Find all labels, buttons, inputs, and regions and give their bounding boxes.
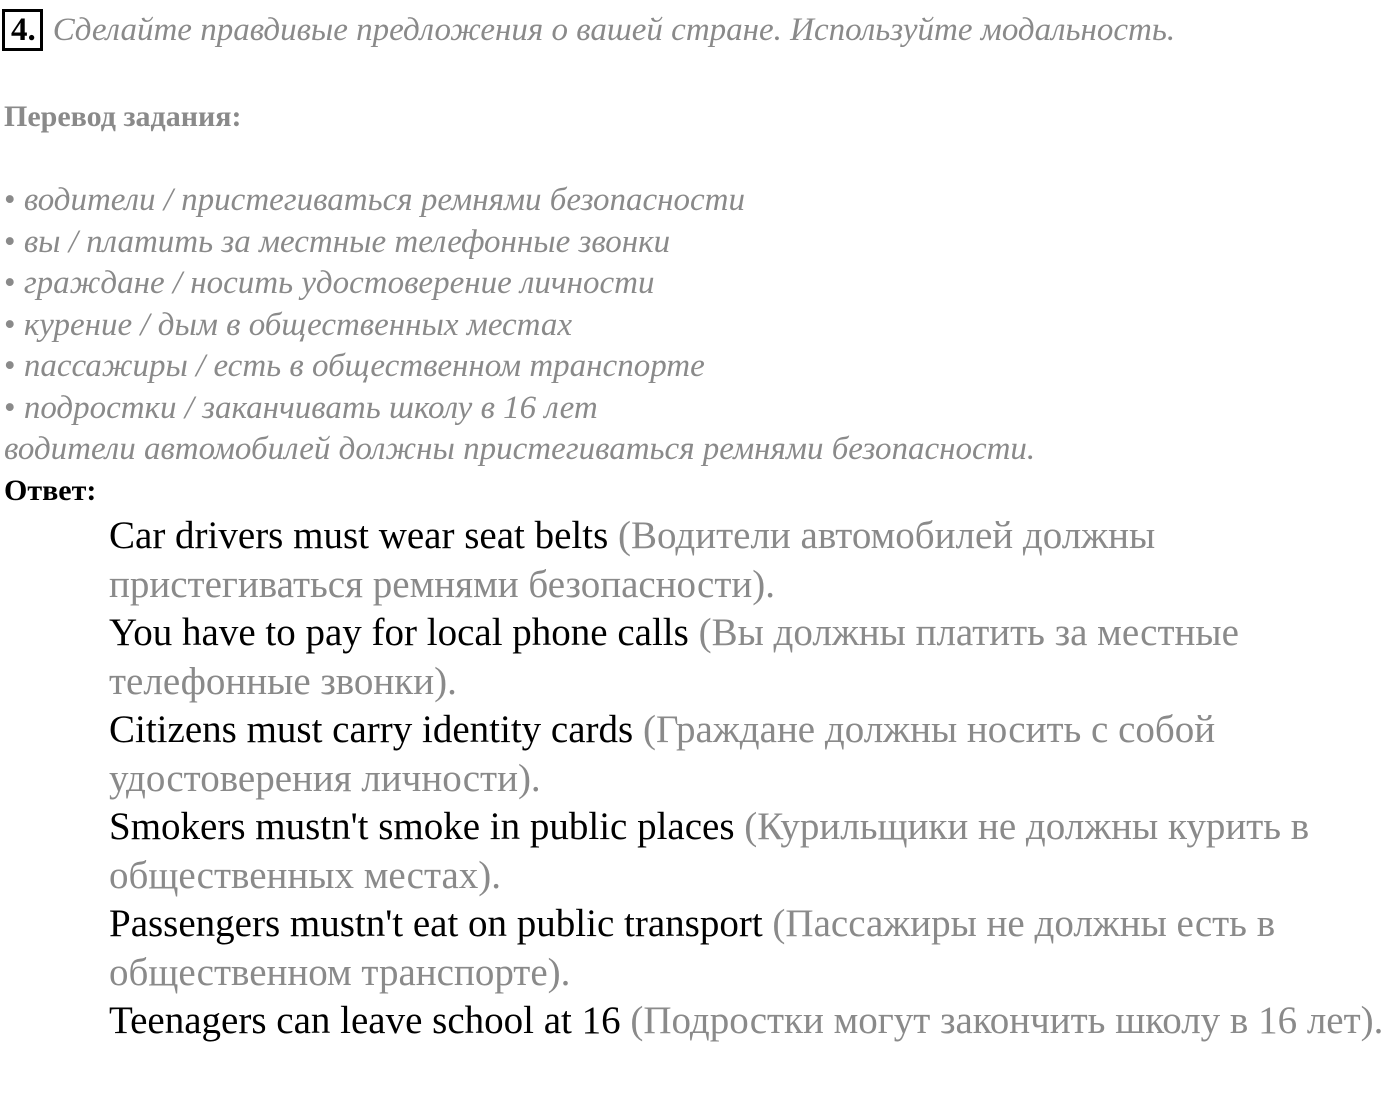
bullet-icon: • xyxy=(4,182,16,218)
bullet-icon: • xyxy=(4,265,16,301)
prompt-item xyxy=(4,180,745,222)
answer-russian: (Вы должны платить за местные телефонные звонки). xyxy=(109,611,1239,703)
prompt-item xyxy=(4,388,745,430)
prompt-text: пассажиры / есть в общественном транспорте xyxy=(23,348,705,384)
prompt-text: подростки / заканчивать школу в 16 лет xyxy=(23,389,598,426)
answer-russian: (Подростки могут закончить школу в 16 лет). xyxy=(630,999,1384,1042)
task-header xyxy=(2,8,1175,52)
prompt-text: граждане / носить удостоверение личности xyxy=(23,265,655,301)
answer-russian: (Граждане должны носить с собой удостоверения личности). xyxy=(109,708,1216,800)
answer-russian: (Водители автомобилей должны пристегиваться ремнями безопасности). xyxy=(109,514,1156,606)
answer-heading: Ответ: xyxy=(4,474,97,507)
answer-russian: (Пассажиры не должны есть в общественном транспорте). xyxy=(109,902,1276,994)
answer-item xyxy=(109,706,1400,803)
answer-english: You have to pay for local phone calls xyxy=(109,611,689,654)
answer-english: Passengers mustn't eat on public transport xyxy=(109,902,763,945)
prompt-text: вы / платить за местные телефонные звонки xyxy=(23,223,671,260)
answer-item xyxy=(109,997,1400,1046)
answer-item xyxy=(109,900,1400,997)
prompt-item xyxy=(4,222,745,264)
answer-english: Car drivers must wear seat belts xyxy=(109,514,609,557)
prompt-text: водители / пристегиваться ремнями безопасности xyxy=(23,182,746,218)
answer-russian: (Курильщики не должны курить в общественных местах). xyxy=(109,805,1310,897)
example-sentence: водители автомобилей должны пристегиваться ремнями безопасности. xyxy=(4,431,1036,467)
task-instruction: Сделайте правдивые предложения о вашей стране. Используйте модальность. xyxy=(52,11,1176,48)
answer-english: Teenagers can leave school at 16 xyxy=(109,999,621,1042)
prompt-text: курение / дым в общественных местах xyxy=(23,306,573,343)
bullet-icon: • xyxy=(4,306,16,343)
prompt-item xyxy=(4,346,745,388)
answer-item xyxy=(109,512,1400,609)
answer-english: Citizens must carry identity cards xyxy=(109,708,634,751)
prompt-item xyxy=(4,263,745,305)
translation-heading: Перевод задания: xyxy=(4,100,242,133)
bullet-icon: • xyxy=(4,348,16,384)
answer-item xyxy=(109,609,1400,706)
answer-item xyxy=(109,803,1400,900)
bullet-icon: • xyxy=(4,389,16,426)
task-number: 4. xyxy=(2,9,43,51)
bullet-icon: • xyxy=(4,223,16,260)
prompt-item xyxy=(4,305,745,347)
prompt-list xyxy=(4,180,745,429)
answer-english: Smokers mustn't smoke in public places xyxy=(109,805,735,848)
answer-list xyxy=(109,512,1400,1046)
